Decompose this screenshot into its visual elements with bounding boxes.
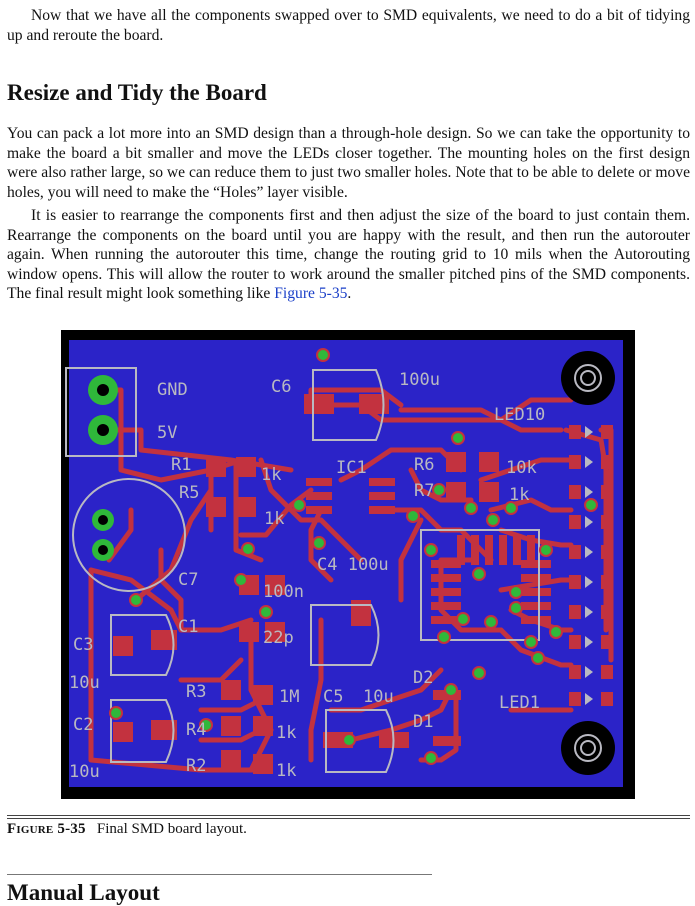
label-c6-value: 100u bbox=[399, 370, 440, 390]
label-c6: C6 bbox=[271, 377, 292, 397]
label-r5-value: 1k bbox=[264, 509, 285, 529]
paragraph-2-end: . bbox=[347, 285, 352, 302]
pcb-board-figure bbox=[61, 330, 635, 799]
paragraph-2-text: It is easier to rearrange the components first and then adjust the size of the board to just contain them. Rearrange the components on the board until you are happy with the result, and then run the autorouter again. When running the autorouter this time, change the routing grid to 10 mils when the Autorouting window opens. This will allow the router to work around the smaller pitched pins of the SMD components. The final result might look something like bbox=[7, 207, 690, 302]
label-r4-value: 1k bbox=[276, 723, 297, 743]
label-r5: R5 bbox=[179, 483, 200, 503]
label-r3-value: 1M bbox=[279, 687, 300, 707]
label-r6-value: 10k bbox=[506, 458, 537, 478]
label-led10: LED10 bbox=[494, 405, 546, 425]
label-c1: C1 bbox=[178, 617, 199, 637]
label-r3: R3 bbox=[186, 682, 207, 702]
section-heading: Resize and Tidy the Board bbox=[7, 80, 267, 105]
label-d2: D2 bbox=[413, 668, 434, 688]
label-c2-value: 10u bbox=[69, 762, 100, 782]
label-c2: C2 bbox=[73, 715, 94, 735]
label-c3-value: 10u bbox=[69, 673, 100, 693]
label-r6: R6 bbox=[414, 455, 435, 475]
section-paragraph-1: You can pack a lot more into an SMD design than a through-hole design. So we can take the opportunity to make the board a bit smaller and move the LEDs closer together. The mounting holes on the first design were also rather large, so we can reduce them to just two smaller holes. Note that to be able to delete or move holes, you will need to make the “Holes” layer visible. bbox=[7, 125, 691, 201]
label-5v: 5V bbox=[157, 423, 178, 443]
label-c4: C4 100u bbox=[317, 555, 389, 575]
figure-caption-text: Final SMD board layout. bbox=[96, 821, 247, 837]
pcb-layout-image bbox=[61, 330, 635, 799]
label-r4: R4 bbox=[186, 720, 207, 740]
label-r2-value: 1k bbox=[276, 761, 297, 781]
label-r7: R7 bbox=[414, 481, 435, 501]
next-section-rule bbox=[7, 874, 432, 875]
label-r2: R2 bbox=[186, 756, 207, 776]
label-led1: LED1 bbox=[499, 693, 540, 713]
label-c1-value: 22p bbox=[263, 628, 294, 648]
section-paragraph-2 bbox=[7, 206, 690, 304]
label-c5: C5 bbox=[323, 687, 344, 707]
caption-rule-top-2 bbox=[7, 818, 690, 819]
caption-rule-top bbox=[7, 815, 690, 816]
intro-paragraph: Now that we have all the components swapped over to SMD equivalents, we need to do a bit of tidying up and reroute the board. bbox=[7, 7, 690, 44]
label-r1: R1 bbox=[171, 455, 192, 475]
figure-caption bbox=[7, 821, 247, 838]
label-gnd: GND bbox=[157, 380, 188, 400]
label-ic1: IC1 bbox=[336, 458, 367, 478]
label-c3: C3 bbox=[73, 635, 94, 655]
label-c7: C7 bbox=[178, 570, 199, 590]
figure-reference-link[interactable]: Figure 5-35 bbox=[274, 285, 348, 302]
label-r1-value: 1k bbox=[261, 465, 282, 485]
figure-caption-label: Figure 5-35 bbox=[7, 821, 86, 837]
next-section-heading: Manual Layout bbox=[7, 880, 160, 905]
label-c7-value: 100n bbox=[263, 582, 304, 602]
label-c5-value: 10u bbox=[363, 687, 394, 707]
label-r7-value: 1k bbox=[509, 485, 530, 505]
label-d1: D1 bbox=[413, 712, 434, 732]
